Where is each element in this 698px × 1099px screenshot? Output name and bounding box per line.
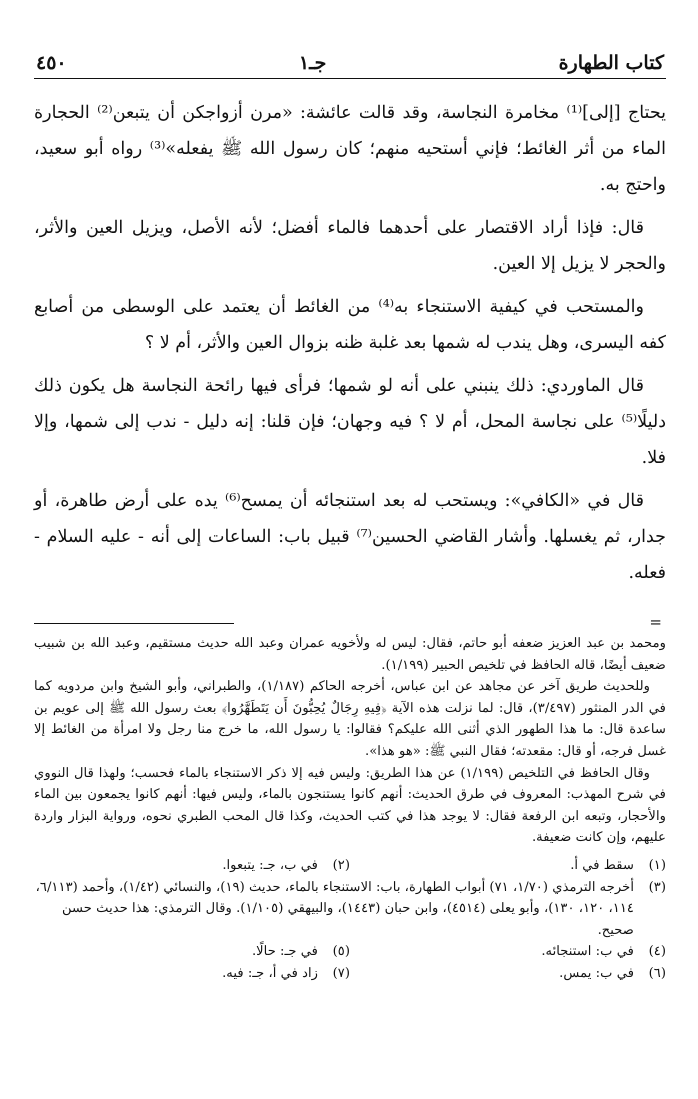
footnote-text: في ب، جـ: يتبعوا. bbox=[222, 857, 318, 873]
footnote bbox=[350, 941, 666, 963]
footnote-continuation bbox=[34, 633, 666, 849]
continuation-mark: = bbox=[649, 613, 662, 631]
footnote-row bbox=[34, 855, 666, 877]
footnote-number: (٤) bbox=[648, 944, 666, 960]
footnote-paragraph: وقال الحافظ في التلخيص (١/١٩٩) عن هذا الطريق: وليس فيه إلا ذكر الاستنجاء بالماء فحسب؛ ولهذا قال النووي في شرح المهذب: المعروف في طرق الحديث: أنهم كانوا يستنجون بالماء، وليس فيها: أنهم كانوا يجمعون بين الماء والأحجار، وتبعه ابن الرفعة فقال: لا يوجد هذا في كتب الحديث، وكذا قال المحب الطبري نحوه، ورواية البزار واردة عليهم، وإن كانت ضعيفة. bbox=[34, 765, 666, 846]
footnote-text: في جـ: حالًا. bbox=[251, 944, 318, 960]
paragraph: قال: فإذا أراد الاقتصار على أحدهما فالماء أفضل؛ لأنه الأصل، ويزيل العين والأثر، والحجر لا يزيل إلا العين. bbox=[34, 218, 666, 274]
footnote-text: أخرجه الترمذي (١/٧٠، ٧١) أبواب الطهارة، باب: الاستنجاء بالماء، حديث (١٩)، والنسائي (١/٤٢)، وأحمد (٦/١١٣، ١١٤، ١٢٠، ١٣٠)، وأبو يعلى (٤٥١٤)، وابن حبان (١٤٤٣)، والبيهقي (١/١٠٥). وقال الترمذي: هذا حديث حسن صحيح. bbox=[35, 879, 634, 938]
running-header bbox=[34, 52, 666, 79]
footnote bbox=[350, 963, 666, 985]
footnote-row bbox=[34, 963, 666, 985]
paragraph: يحتاج [إلى]⁽¹⁾ مخامرة النجاسة، وقد قالت عائشة: «مرن أزواجكن أن يتبعن⁽²⁾ الحجارة الماء من أثر الغائط؛ فإني أستحيه منهم؛ كان رسول الله ﷺ يفعله»⁽³⁾ رواه أبو سعيد، واحتج به. bbox=[34, 103, 666, 195]
footnote-number: (١) bbox=[648, 857, 666, 873]
footnote-number: (٣) bbox=[648, 879, 666, 895]
footnote-text: في ب: استنجائه. bbox=[541, 944, 634, 960]
footnote-separator bbox=[34, 615, 666, 633]
footnote-number: (٦) bbox=[648, 965, 666, 981]
book-title: كتاب الطهارة bbox=[558, 52, 664, 74]
footnote-paragraph: ومحمد بن عبد العزيز ضعفه أبو حاتم، فقال: ليس له ولأخويه عمران وعبد الله حديث مستقيم، وعبد الله بن شبيب ضعيف أيضًا، قاله الحافظ في تلخيص الحبير (١/١٩٩). bbox=[34, 636, 666, 673]
page-number: ٤٥٠ bbox=[36, 52, 67, 74]
paragraph: قال في «الكافي»: ويستحب له بعد استنجائه أن يمسح⁽⁶⁾ يده على أرض طاهرة، أو جدار، ثم يغسلها. وأشار القاضي الحسين⁽⁷⁾ قبيل باب: الساعات إلى أنه - عليه السلام - فعله. bbox=[34, 491, 666, 583]
book-page bbox=[34, 52, 666, 985]
footnote-number: (٢) bbox=[332, 857, 350, 873]
footnote bbox=[34, 941, 350, 963]
volume-number: جـ١ bbox=[298, 52, 327, 74]
main-text bbox=[34, 95, 666, 591]
footnote-row bbox=[34, 941, 666, 963]
footnote bbox=[350, 855, 666, 877]
footnote-number: (٧) bbox=[332, 965, 350, 981]
footnotes bbox=[34, 855, 666, 985]
footnote-number: (٥) bbox=[332, 944, 350, 960]
footnote bbox=[34, 877, 666, 942]
separator-line bbox=[34, 623, 234, 624]
footnote bbox=[34, 855, 350, 877]
footnote-text: في ب: يمس. bbox=[559, 965, 634, 981]
footnote-text: سقط في أ. bbox=[570, 857, 634, 873]
paragraph: والمستحب في كيفية الاستنجاء به⁽⁴⁾ من الغائط أن يعتمد على الوسطى من أصابع كفه اليسرى، وهل يندب له شمها بعد غلبة ظنه بزوال العين والأثر، أم لا ؟ bbox=[34, 297, 666, 353]
footnote bbox=[34, 963, 350, 985]
footnote-paragraph: وللحديث طريق آخر عن مجاهد عن ابن عباس، أخرجه الحاكم (١/١٨٧)، والطبراني، وأبو الشيخ وابن مردويه كما في الدر المنثور (٣/٤٩٧)، قال: لما نزلت هذه الآية ﴿فِيهِ رِجَالٌ يُحِبُّونَ أَن يَتَطَهَّرُوا﴾ بعث رسول الله ﷺ إلى عويم بن ساعدة قال: ما هذا الطهور الذي أثنى الله عليكم؟ فقالوا: يا رسول الله، ما خرج منا رجل ولا امرأة من الغائط إلا غسل فرجه، أو قال: مقعدته؛ فقال النبي ﷺ: «هو هذا». bbox=[34, 679, 666, 759]
paragraph: قال الماوردي: ذلك ينبني على أنه لو شمها؛ فرأى فيها رائحة النجاسة هل يكون ذلك دليلًا⁽⁵⁾ على نجاسة المحل، أم لا ؟ فيه وجهان؛ فإن قلنا: إنه دليل - ندب إلى شمها، وإلا فلا. bbox=[34, 376, 666, 468]
footnote-text: زاد في أ، جـ: فيه. bbox=[222, 965, 318, 981]
